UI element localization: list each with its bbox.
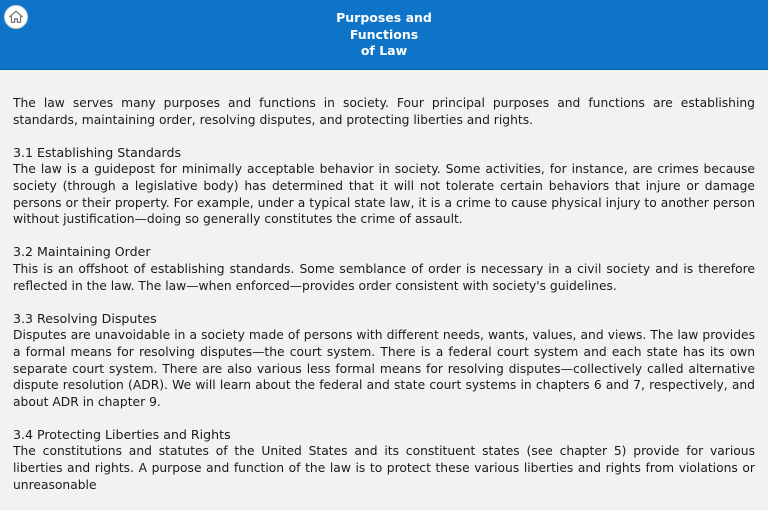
section-body: The constitutions and statutes of the United States and its constituent states (see chapter 5) provide for various liberties and rights. A purpose and function of the law is to protect these various liberties and rights from violations or unreasonable — [13, 444, 755, 492]
section-resolving-disputes — [13, 311, 755, 411]
section-body: The law is a guidepost for minimally acceptable behavior in society. Some activities, for instance, are crimes because society (through a legislative body) has determined that it will not tolerate certain behaviors that injure or damage persons or their property. For example, under a typical state law, it is a crime to cause physical injury to another person without justification—doing so generally constitutes the crime of assault. — [13, 162, 755, 227]
section-heading: 3.1 Establishing Standards — [13, 144, 182, 160]
section-body: This is an offshoot of establishing standards. Some semblance of order is necessary in a civil society and is therefore reflected in the law. The law—when enforced—provides order consistent with society's guidelines. — [13, 261, 755, 293]
section-protecting-liberties — [13, 427, 755, 493]
home-icon — [8, 9, 24, 25]
section-heading: 3.4 Protecting Liberties and Rights — [13, 426, 231, 442]
page-title-line-1: Purposes and — [336, 10, 432, 25]
page-title-line-2: Functions — [349, 26, 419, 42]
section-maintaining-order — [13, 244, 755, 294]
section-establishing-standards — [13, 145, 755, 228]
app-header — [0, 0, 768, 70]
section-heading: 3.3 Resolving Disputes — [13, 310, 157, 326]
intro-paragraph: The law serves many purposes and functions in society. Four principal purposes and functions are establishing standards, maintaining order, resolving disputes, and protecting liberties and rights. — [13, 96, 755, 127]
page-title-line-3: of Law — [360, 43, 408, 58]
home-button[interactable] — [4, 5, 28, 29]
section-heading: 3.2 Maintaining Order — [13, 244, 151, 260]
article-content — [13, 95, 755, 510]
page-title — [284, 10, 484, 60]
section-body: Disputes are unavoidable in a society made of persons with different needs, wants, values, and views. The law provides a formal means for resolving disputes—the court system. There is a federal court system and each state has its own separate court system. There are also various less formal means for resolving disputes—collectively called alternative dispute resolution (ADR). We will learn about the federal and state court systems in chapters 6 and 7, respectively, and about ADR in chapter 9. — [13, 328, 755, 409]
